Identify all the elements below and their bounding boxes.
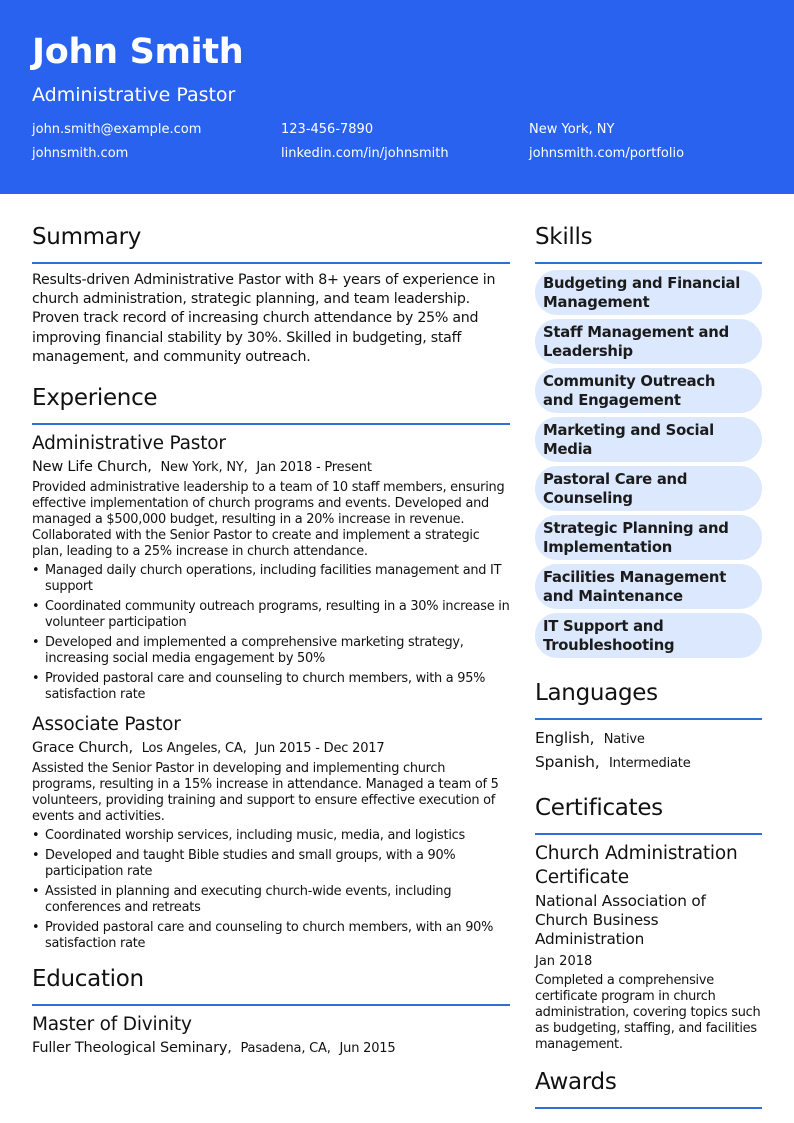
education-heading: Education [32, 964, 510, 1006]
summary-heading: Summary [32, 222, 510, 264]
language-item [535, 751, 762, 775]
job-bullet: • Managed daily church operations, including facilities management and IT support [32, 563, 510, 595]
education-item [32, 1013, 510, 1060]
skill-tag: Pastoral Care and Counseling [535, 466, 762, 511]
education-meta [32, 1037, 510, 1060]
certificate-item [535, 842, 762, 1053]
job-dates: Jan 2018 - Present [256, 460, 372, 476]
language-name: English, [535, 729, 595, 747]
job-description: Provided administrative leadership to a team of 10 staff members, ensuring effective implementation of church programs and events. Developed and managed a $500,000 budget, resulting in a 20% increase in revenue. Collaborated with the Senior Pastor to create and implement a strategic plan, leading to a 25% increase in church attendance. [32, 480, 505, 560]
school-location: Pasadena, CA, [240, 1041, 331, 1057]
skill-tag: Community Outreach and Engagement [535, 368, 762, 413]
candidate-name: John Smith [32, 32, 244, 72]
job-bullet: • Developed and implemented a comprehensive marketing strategy, increasing social media engagement by 50% [32, 635, 510, 667]
school-name: Fuller Theological Seminary, [32, 1040, 232, 1057]
skill-tag: Staff Management and Leadership [535, 319, 762, 364]
resume-header [0, 0, 794, 194]
skill-tag: IT Support and Troubleshooting [535, 613, 762, 658]
contact-website[interactable]: johnsmith.com [32, 146, 129, 161]
language-name: Spanish, [535, 753, 600, 771]
skill-tag: Facilities Management and Maintenance [535, 564, 762, 609]
job-bullets [32, 828, 510, 952]
job-bullet: • Coordinated worship services, including music, media, and logistics [32, 828, 510, 844]
certificate-date: Jan 2018 [535, 954, 593, 969]
certificate-description: Completed a comprehensive certificate program in church administration, covering topics such as budgeting, staffing, and facilities management. [535, 973, 761, 1052]
certificate-title: Church Administration Certificate [535, 843, 738, 888]
contact-phone[interactable]: 123-456-7890 [281, 122, 374, 137]
job-location: Los Angeles, CA, [141, 741, 247, 757]
job-dates: Jun 2015 - Dec 2017 [255, 741, 385, 757]
summary-text: Results-driven Administrative Pastor with 8+ years of experience in church administration, strategic planning, and team leadership. Proven track record of increasing church attendance by 25% and improving financial stability by 30%. Skilled in budgeting, staff management, and community outreach. [32, 272, 496, 365]
side-column [535, 222, 762, 1116]
contact-linkedin[interactable]: linkedin.com/in/johnsmith [281, 146, 449, 161]
job-bullets [32, 563, 510, 703]
language-level: Intermediate [609, 756, 691, 771]
candidate-role: Administrative Pastor [32, 84, 236, 106]
skill-tag: Budgeting and Financial Management [535, 270, 762, 315]
job-bullet: • Provided pastoral care and counseling to church members, with a 95% satisfaction rate [32, 671, 510, 703]
job-title: Associate Pastor [32, 714, 181, 736]
language-level: Native [603, 732, 645, 747]
languages-heading: Languages [535, 678, 762, 720]
job-bullet: • Assisted in planning and executing church-wide events, including conferences and retreats [32, 884, 510, 916]
job-bullet: • Coordinated community outreach programs, resulting in a 30% increase in volunteer participation [32, 599, 510, 631]
certificates-heading: Certificates [535, 793, 762, 835]
job-org: New Life Church, [32, 459, 152, 476]
contact-location: New York, NY [529, 122, 615, 137]
language-item [535, 727, 762, 751]
skills-list [535, 270, 762, 662]
job-description: Assisted the Senior Pastor in developing and implementing church programs, resulting in a 15% increase in attendance. Managed a team of 5 volunteers, providing training and support to ensure effective execution of events and activities. [32, 761, 499, 825]
skill-tag: Marketing and Social Media [535, 417, 762, 462]
job-bullet: • Developed and taught Bible studies and small groups, with a 90% participation rate [32, 848, 510, 880]
degree-title: Master of Divinity [32, 1014, 192, 1036]
experience-heading: Experience [32, 383, 510, 425]
skills-heading: Skills [535, 222, 762, 264]
job-location: New York, NY, [160, 460, 248, 476]
certificate-issuer: National Association of Church Business Administration [535, 892, 706, 948]
job-title: Administrative Pastor [32, 433, 226, 455]
job-meta [32, 456, 510, 479]
job-bullet: • Provided pastoral care and counseling to church members, with an 90% satisfaction rate [32, 920, 510, 952]
job-org: Grace Church, [32, 740, 133, 757]
contact-portfolio[interactable]: johnsmith.com/portfolio [529, 146, 685, 161]
awards-heading: Awards [535, 1067, 762, 1109]
contact-email[interactable]: john.smith@example.com [32, 122, 202, 137]
experience-item [32, 713, 510, 952]
job-meta [32, 737, 510, 760]
main-column [32, 222, 510, 1060]
skill-tag: Strategic Planning and Implementation [535, 515, 762, 560]
experience-item [32, 432, 510, 703]
education-date: Jun 2015 [339, 1041, 396, 1057]
